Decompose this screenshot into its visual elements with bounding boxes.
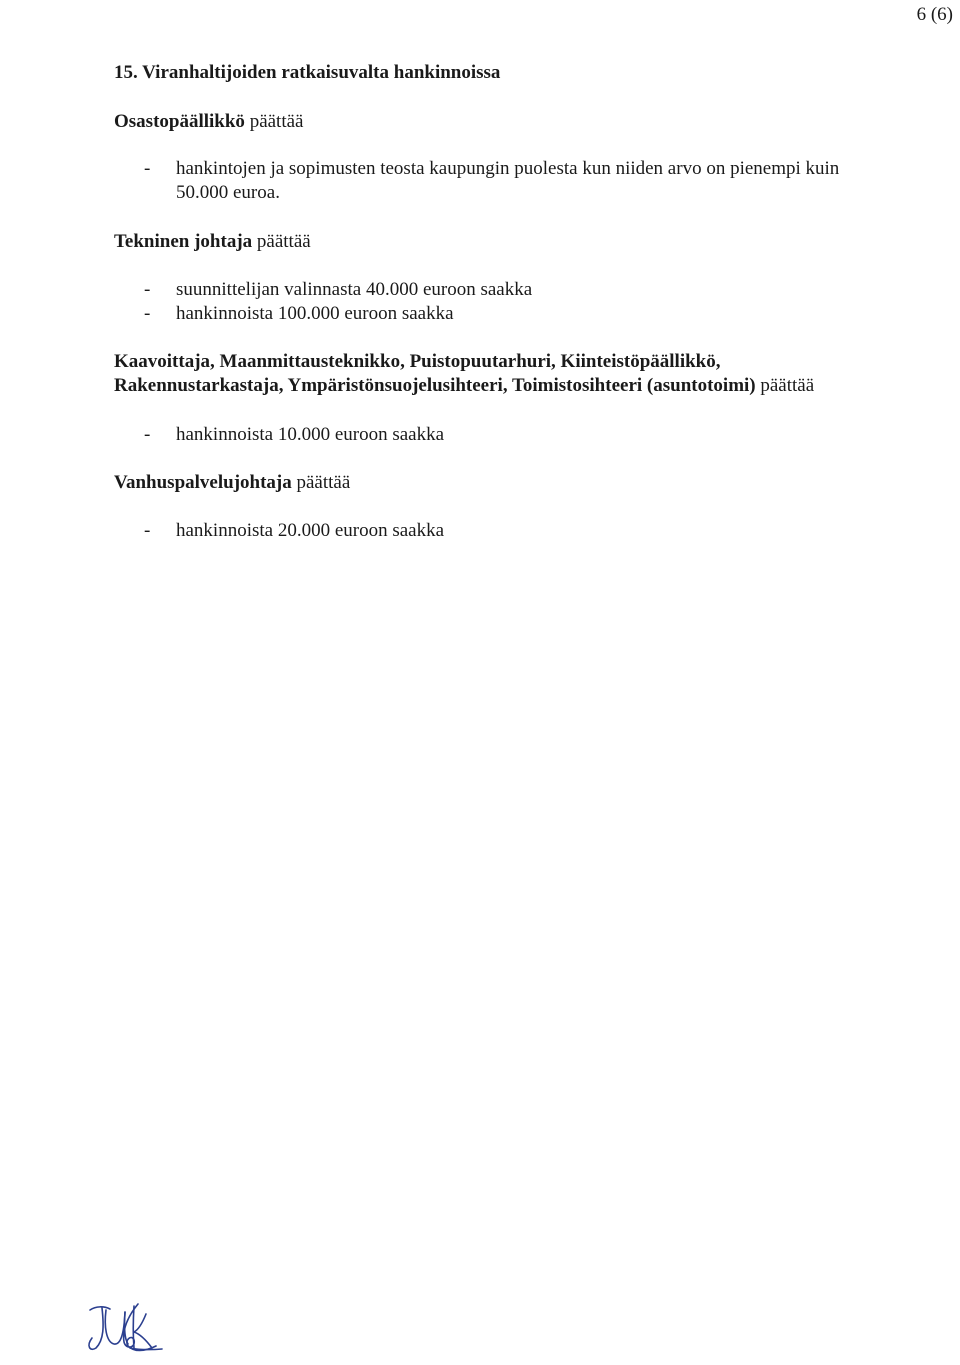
role-heading-multiple-line2 [114,375,814,397]
list-item: hankinnoista 20.000 euroon saakka [176,520,445,541]
list-dash: - [144,158,151,179]
list-dash: - [144,279,151,300]
list-dash: - [144,424,151,445]
role-name: Rakennustarkastaja, Ympäristönsuojelusihteeri, Toimistosihteeri (asuntotoimi) [114,375,756,396]
role-name: Vanhuspalvelujohtaja [114,472,292,493]
role-suffix: päättää [252,231,311,252]
role-suffix: päättää [244,111,304,132]
list-dash: - [144,520,151,541]
role-name: Osastopäällikkö [114,111,245,132]
role-heading-multiple-line1: Kaavoittaja, Maanmittausteknikko, Puistopuutarhuri, Kiinteistöpäällikkö, [114,351,721,372]
list-item: hankinnoista 10.000 euroon saakka [176,424,445,445]
list-item: hankinnoista 100.000 euroon saakka [176,303,454,324]
list-item: hankintojen ja sopimusten teosta kaupungin puolesta kun niiden arvo on pienempi kuin [176,158,840,179]
role-suffix: päättää [291,472,351,493]
role-suffix: päättää [755,375,815,396]
list-item-continuation: 50.000 euroa. [176,182,280,203]
list-dash: - [144,303,151,324]
role-heading-osastopaallikko [114,111,303,133]
role-name: Tekninen johtaja [114,231,253,252]
role-heading-tekninen-johtaja [114,231,311,253]
section-title: 15. Viranhaltijoiden ratkaisuvalta hankinnoissa [114,62,501,83]
role-heading-vanhuspalvelujohtaja [114,472,350,494]
signature-initials-second [82,1296,162,1356]
page-number: 6 (6) [916,4,953,25]
list-item: suunnittelijan valinnasta 40.000 euroon saakka [176,279,533,300]
